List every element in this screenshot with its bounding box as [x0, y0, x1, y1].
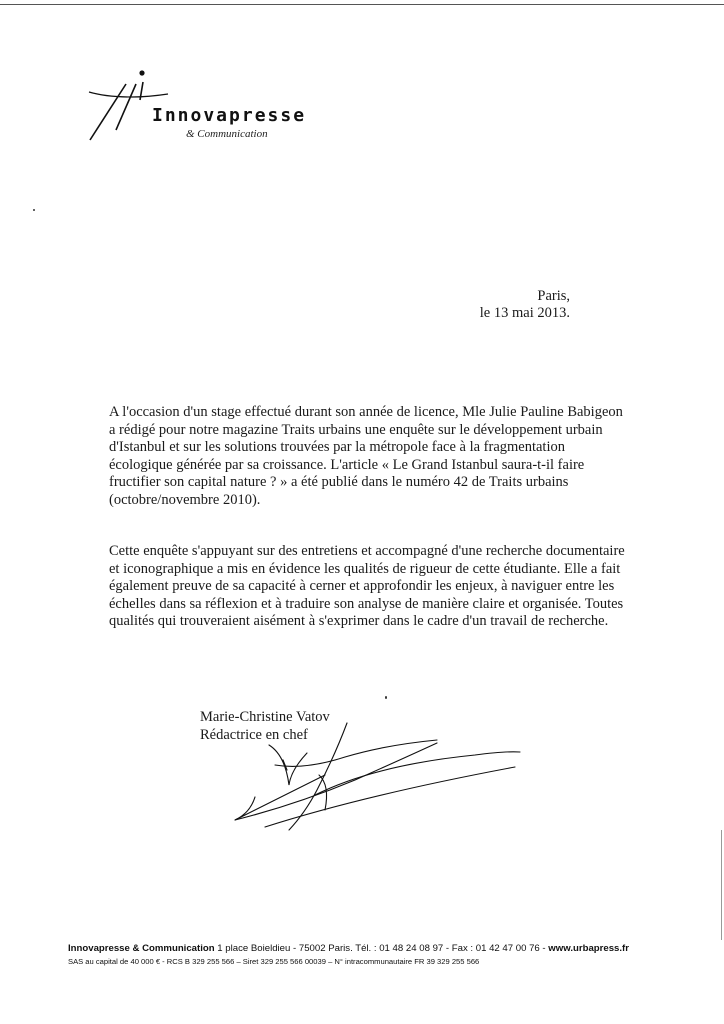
text-line: (octobre/novembre 2010). — [109, 491, 261, 508]
text-line: qualités qui trouveraient aisément à s'exprimer dans le cadre d'un travail de recherche. — [109, 613, 609, 630]
signer-title: Rédactrice en chef — [200, 727, 308, 743]
scan-edge-line — [0, 4, 724, 5]
scan-speck — [385, 696, 387, 699]
text-line: écologique générée par sa croissance. L'article « Le Grand Istanbul saura-t-il faire — [109, 456, 585, 473]
company-name: Innovapresse — [152, 105, 307, 126]
text-line: a rédigé pour notre magazine Traits urbains une enquête sur le développement urbain — [109, 421, 603, 438]
footer-website: www.urbapress.fr — [548, 943, 629, 954]
text-line: échelles dans sa réflexion et à traduire son analyse de manière claire et organisée. Toutes — [109, 595, 624, 612]
footer-address: 1 place Boieldieu - 75002 Paris. Tél. : 01 48 24 08 97 - Fax : 01 42 47 00 76 - — [214, 943, 549, 954]
text-line: A l'occasion d'un stage effectué durant son année de licence, Mle Julie Pauline Babigeon — [109, 404, 623, 420]
text-line: et iconographique a mis en évidence les qualités de rigueur de cette étudiante. Elle a fait — [109, 560, 621, 577]
city: Paris, — [537, 288, 570, 304]
footer-company: Innovapresse & Communication — [68, 943, 215, 954]
company-subtitle: & Communication — [186, 128, 268, 140]
text-line: fructifier son capital nature ? » a été publié dans le numéro 42 de Traits urbains — [109, 474, 569, 491]
paragraph-1 — [109, 404, 623, 510]
paragraph-2 — [109, 543, 625, 631]
signer-name: Marie-Christine Vatov — [200, 709, 330, 725]
text-line: Cette enquête s'appuyant sur des entretiens et accompagné d'une recherche documentaire — [109, 543, 625, 559]
scan-edge-vertical — [721, 830, 722, 940]
text-line: également preuve de sa capacité à cerner et approfondir les enjeux, à naviguer entre les — [109, 578, 615, 595]
footer-legal-line: SAS au capital de 40 000 € - RCS B 329 255 566 – Siret 329 255 566 00039 – N° intracommunautaire FR 39 329 255 566 — [68, 957, 480, 966]
letter-date: le 13 mai 2013. — [479, 305, 570, 321]
handwritten-signature — [225, 715, 525, 835]
place-date-block — [420, 288, 570, 322]
text-line: d'Istanbul et sur les solutions trouvées par la métropole face à la fragmentation — [109, 439, 565, 456]
scan-speck — [33, 209, 35, 211]
letterhead-footer — [68, 943, 648, 966]
footer-contact-line — [68, 943, 648, 954]
